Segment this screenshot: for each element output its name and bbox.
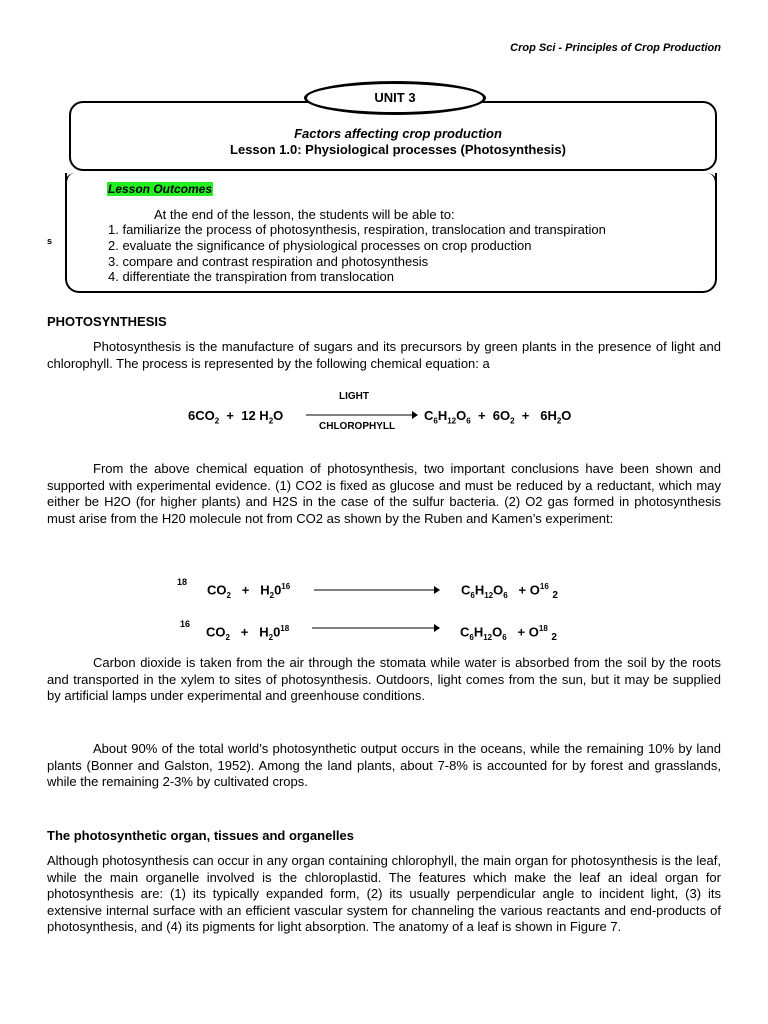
outcome-item: 4. differentiate the transpiration from translocation bbox=[108, 269, 394, 284]
outcomes-title: Lesson Outcomes bbox=[108, 182, 213, 196]
isotope-eq1-products: $C_6H_{12}O_6 + O^{16}$ $_2$ bbox=[461, 582, 558, 601]
outcomes-intro: At the end of the lesson, the students will be able to: bbox=[154, 207, 455, 222]
paragraph: Carbon dioxide is taken from the air through the stomata while water is absorbed from the soil by the roots and transported in the xylem to sites of photosynthesis. Outdoors, light comes from the sun, but it may be supplied by artificial lamps under experimental and greenhouse conditions. bbox=[47, 655, 721, 703]
outcome-item: 2. evaluate the significance of physiological processes on crop production bbox=[108, 238, 532, 253]
isotope-eq2-reactants: $CO_2 + H_20^{18}$ bbox=[206, 624, 290, 642]
isotope-label: 18 bbox=[177, 577, 188, 587]
outcome-item: 3. compare and contrast respiration and photosynthesis bbox=[108, 254, 429, 269]
equation-arrow bbox=[306, 410, 418, 420]
paragraph: Although photosynthesis can occur in any organ containing chlorophyll, the main organ for photosynthesis is the leaf, while the main organelle involved is the chloroplastid. The features which make the leaf an ideal organ for photosynthesis are: (1) its typically expanded form, (2) its usually perpendicular angle to incident light, (3) its extensive internal surface with an efficient vascular system for channeling the various reactants and end-products of photosynthesis, and (4) its pigments for light absorption. The anatomy of a leaf is shown in Figure 7. bbox=[47, 853, 721, 934]
isotope-eq1-arrow bbox=[314, 585, 440, 595]
equation-products: $C_6H_{12}O_6 + 6O_2 + 6H_2O$ bbox=[424, 408, 572, 426]
paragraph: Photosynthesis is the manufacture of sugars and its precursors by green plants in the presence of light and chlorophyll. The process is represented by the following chemical equation: a bbox=[47, 339, 721, 371]
paragraph: About 90% of the total world’s photosynthetic output occurs in the oceans, while the remaining 10% by land plants (Bonner and Galston, 1952). Among the land plants, about 7-8% is accounted for by forest and grasslands, while the remaining 2-3% by cultivated crops. bbox=[47, 741, 721, 789]
lesson-title: Lesson 1.0: Physiological processes (Photosynthesis) bbox=[230, 142, 566, 157]
unit-label: UNIT 3 bbox=[304, 81, 486, 115]
isotope-eq2-products: $C_6H_{12}O_6 + O^{18}$ $_2$ bbox=[460, 624, 557, 643]
equation-reactants: $6CO_2 + 12$ $H_2O$ bbox=[188, 408, 284, 426]
unit-subtitle: Factors affecting crop production bbox=[294, 126, 502, 141]
isotope-eq2-arrow bbox=[312, 623, 440, 633]
equation-chlorophyll-label: CHLOROPHYLL bbox=[319, 421, 396, 432]
section-heading: The photosynthetic organ, tissues and organelles bbox=[47, 828, 354, 843]
isotope-eq1-reactants: $CO_2 + H_20^{16}$ bbox=[207, 582, 291, 600]
equation-light-label: LIGHT bbox=[339, 391, 369, 402]
stray-mark: s bbox=[47, 236, 53, 246]
paragraph: From the above chemical equation of photosynthesis, two important conclusions have been shown and supported with experimental evidence. (1) CO2 is fixed as glucose and must be reduced by a reductant, which may either be H2O (for higher plants) and H2S in the case of the sulfur bacteria. (2) O2 gas formed in photosynthesis must arise from the H20 molecule not from CO2 as shown by the Ruben and Kamen’s experiment: bbox=[47, 461, 721, 526]
outcome-item: 1. familiarize the process of photosynthesis, respiration, translocation and transpiration bbox=[108, 222, 606, 237]
running-header: Crop Sci - Principles of Crop Production bbox=[510, 42, 721, 54]
section-heading: PHOTOSYNTHESIS bbox=[47, 314, 167, 329]
isotope-label: 16 bbox=[180, 619, 191, 629]
